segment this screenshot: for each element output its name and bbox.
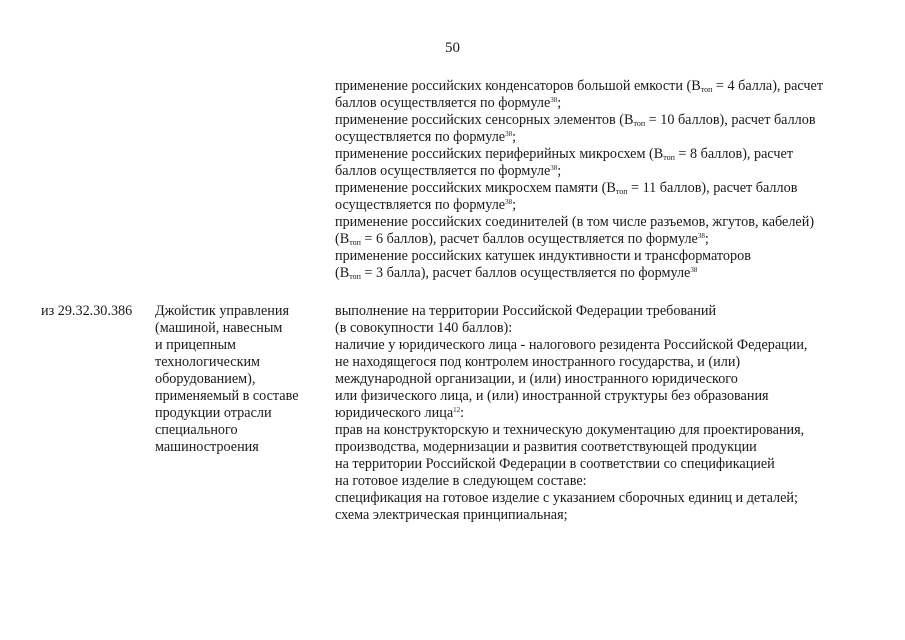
- connectors-line-1: применение российских соединителей (в том числе разъемов, жгутов, кабелей): [335, 214, 815, 230]
- memory-chips-line-1: применение российских микросхем памяти ($В_{топ} = 11$ баллов), расчет баллов: [335, 180, 798, 196]
- inductors-line-1: применение российских катушек индуктивности и трансформаторов: [335, 248, 751, 264]
- page-number: 50: [445, 40, 460, 56]
- product-name-line: технологическим: [155, 354, 261, 370]
- connectors-line-2: ($В_{топ} = 6$ баллов), расчет баллов осуществляется по формуле$^{38}$;: [335, 231, 709, 247]
- product-requirements: [335, 303, 807, 524]
- product-name-line: оборудованием),: [155, 371, 256, 387]
- peripheral-chips-line-1: применение российских периферийных микросхем ($В_{топ} = 8$ баллов), расчет: [335, 146, 794, 162]
- capacitors-line-1: применение российских конденсаторов большой емкости ($В_{топ} = 4$ балла), расчет: [335, 78, 824, 94]
- product-name-line: и прицепным: [155, 337, 237, 353]
- footnote-ref: 38: [505, 130, 513, 138]
- sensors-line-2: осуществляется по формуле$^{38}$;: [335, 129, 517, 145]
- component-requirements-continued: [335, 78, 823, 282]
- requirements-line: схема электрическая принципиальная;: [335, 507, 568, 523]
- capacitors-line-2: баллов осуществляется по формуле$^{38}$;: [335, 95, 562, 111]
- product-name-line: продукции отрасли: [155, 405, 272, 421]
- product-name-line: специального: [155, 422, 238, 438]
- requirements-line: спецификация на готовое изделие с указанием сборочных единиц и деталей;: [335, 490, 798, 506]
- product-name-line: машиностроения: [155, 439, 259, 455]
- requirements-line: на территории Российской Федерации в соответствии со спецификацией: [335, 456, 775, 472]
- product-code: из 29.32.30.386: [41, 303, 133, 319]
- footnote-ref: 12: [453, 406, 461, 414]
- requirements-line: или физического лица, и (или) иностранной структуры без образования: [335, 388, 769, 404]
- peripheral-chips-line-2: баллов осуществляется по формуле$^{38}$;: [335, 163, 562, 179]
- requirements-line: не находящегося под контролем иностранного государства, и (или): [335, 354, 741, 370]
- requirements-line: выполнение на территории Российской Федерации требований: [335, 303, 717, 319]
- sensors-line-1: применение российских сенсорных элементов ($В_{топ} = 10$ баллов), расчет баллов: [335, 112, 816, 128]
- footnote-ref: 38: [550, 96, 558, 104]
- requirements-line: производства, модернизации и развития соответствующей продукции: [335, 439, 757, 455]
- product-name: [155, 303, 299, 456]
- memory-chips-line-2: осуществляется по формуле$^{38}$;: [335, 197, 517, 213]
- requirements-line: международной организации, и (или) иностранного юридического: [335, 371, 738, 387]
- footnote-ref: 38: [690, 266, 698, 274]
- requirements-line: на готовое изделие в следующем составе:: [335, 473, 587, 489]
- footnote-ref: 38: [505, 198, 513, 206]
- requirements-line: (в совокупности 140 баллов):: [335, 320, 513, 336]
- inductors-line-2: ($В_{топ} = 3$ балла), расчет баллов осуществляется по формуле$^{38}$: [335, 265, 698, 281]
- footnote-ref: 38: [550, 164, 558, 172]
- footnote-ref: 38: [697, 232, 705, 240]
- requirements-line: прав на конструкторскую и техническую документацию для проектирования,: [335, 422, 805, 438]
- requirements-line: юридического лица$^{12}$:: [335, 405, 465, 421]
- product-name-line: применяемый в составе: [155, 388, 299, 404]
- requirements-line: наличие у юридического лица - налогового резидента Российской Федерации,: [335, 337, 808, 353]
- product-name-line: (машиной, навесным: [155, 320, 283, 336]
- product-name-line: Джойстик управления: [155, 303, 290, 319]
